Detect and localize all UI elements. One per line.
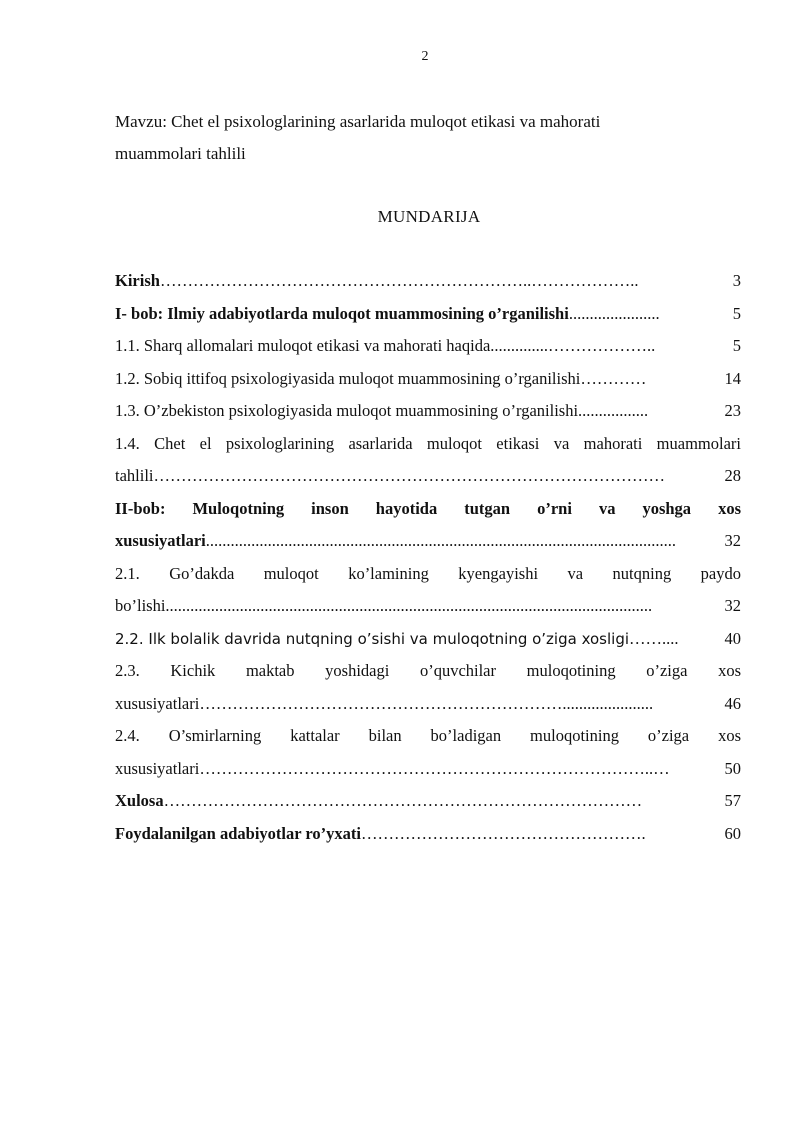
toc-entry-title: xususiyatlari xyxy=(115,693,200,713)
toc-page-number: 23 xyxy=(724,401,741,420)
toc-leader: …………………………………………………………………………… xyxy=(163,791,643,810)
toc-entry-bob-2-line-2[interactable] xyxy=(115,525,741,558)
toc-page-number: 3 xyxy=(732,271,741,290)
toc-entry-title: Kirish xyxy=(115,271,160,290)
toc-page-number: 46 xyxy=(724,693,741,713)
toc-leader: ………………………………………………………………………..… xyxy=(199,758,670,778)
toc-entry-2-4-line-1[interactable]: 2.4. O’smirlarning kattalar bilan bo’ladigan muloqotining o’ziga xos xyxy=(115,726,741,745)
page-number: 2 xyxy=(421,49,429,64)
toc-page-number: 5 xyxy=(732,303,741,323)
toc-entry-2-2[interactable] xyxy=(115,623,741,656)
toc-page-number: 40 xyxy=(724,628,741,648)
toc-leader: …….... xyxy=(629,628,679,648)
toc-entry-adabiyotlar[interactable] xyxy=(115,818,741,851)
toc-entry-title: 1.1. Sharq allomalari muloqot etikasi va mahorati haqida xyxy=(115,336,491,355)
toc-entry-1-2[interactable] xyxy=(115,363,741,396)
toc-entry-title: 2.2. Ilk bolalik davrida nutqning o’sishi va muloqotning o’ziga xosligi xyxy=(115,629,630,648)
toc-entry-1-4-line-2[interactable] xyxy=(115,460,741,493)
toc-page-number: 50 xyxy=(724,758,741,778)
topic-line-1: Mavzu: Chet el psixologlarining asarlarida muloqot etikasi va mahorati xyxy=(115,112,601,131)
toc-entry-2-3-line-1[interactable]: 2.3. Kichik maktab yoshidagi o’quvchilar muloqotining o’ziga xos xyxy=(115,661,741,680)
topic-line-2: muammolari tahlili xyxy=(115,144,246,163)
toc-leader: ………………………………………………………………………………… xyxy=(153,466,665,485)
toc-leader: …………………………………………………………..……………….. xyxy=(159,271,639,290)
toc-entry-title: tahlili xyxy=(115,466,154,485)
toc-entry-bob-1[interactable] xyxy=(115,298,741,331)
toc-entry-title: Foydalanilgan adabiyotlar ro’yxati xyxy=(115,823,362,843)
toc-page-number: 5 xyxy=(732,336,741,355)
toc-page-number: 32 xyxy=(724,531,741,550)
toc-entry-title: 1.2. Sobiq ittifoq psixologiyasida muloqot muammosining o’rganilishi xyxy=(115,368,581,388)
toc-leader: ..............……………….. xyxy=(490,336,656,355)
toc-entry-1-4-line-1[interactable]: 1.4. Chet el psixologlarining asarlarida muloqot etikasi va mahorati muammolari xyxy=(115,433,741,453)
toc-page-number: 14 xyxy=(724,368,741,388)
toc-entry-2-3-line-2[interactable] xyxy=(115,688,741,721)
toc-entry-kirish[interactable] xyxy=(115,265,741,298)
toc-leader: ................. xyxy=(578,401,649,420)
toc-leader: ...................... xyxy=(568,303,660,323)
toc-entry-title: Xulosa xyxy=(115,791,164,810)
toc-page-number: 32 xyxy=(724,596,741,615)
toc-heading: MUNDARIJA xyxy=(377,207,481,226)
toc-page-number: 28 xyxy=(724,466,741,485)
toc-page-number: 60 xyxy=(724,823,741,843)
toc-entry-xulosa[interactable] xyxy=(115,785,741,818)
toc-leader: …………………………………………………………...................... xyxy=(199,693,654,713)
toc-entry-1-3[interactable] xyxy=(115,395,741,428)
document-topic xyxy=(115,106,735,170)
toc-leader: ……………………………………………. xyxy=(361,823,646,843)
toc-page-number: 57 xyxy=(724,791,741,810)
toc-entry-1-1[interactable] xyxy=(115,330,741,363)
toc-entry-title: I- bob: Ilmiy adabiyotlarda muloqot muammosining o’rganilishi xyxy=(115,303,569,323)
toc-entry-bob-2-line-1[interactable]: II-bob: Muloqotning inson hayotida tutgan o’rni va yoshga xos xyxy=(115,498,741,518)
toc-entry-2-1-line-1[interactable]: 2.1. Go’dakda muloqot ko’lamining kyengayishi va nutqning paydo xyxy=(115,563,741,583)
table-of-contents xyxy=(115,265,741,850)
toc-entry-2-1-line-2[interactable] xyxy=(115,590,741,623)
toc-leader: ...................................................................................................................... xyxy=(165,596,653,615)
toc-entry-2-4-line-2[interactable] xyxy=(115,753,741,786)
toc-entry-title: xususiyatlari xyxy=(115,531,206,550)
toc-leader: .................................................................................................................. xyxy=(205,531,677,550)
toc-entry-title: bo’lishi xyxy=(115,596,166,615)
toc-entry-title: 1.3. O’zbekiston psixologiyasida muloqot muammosining o’rganilishi xyxy=(115,401,579,420)
toc-entry-title: xususiyatlari xyxy=(115,758,200,778)
toc-leader: ………… xyxy=(580,368,647,388)
